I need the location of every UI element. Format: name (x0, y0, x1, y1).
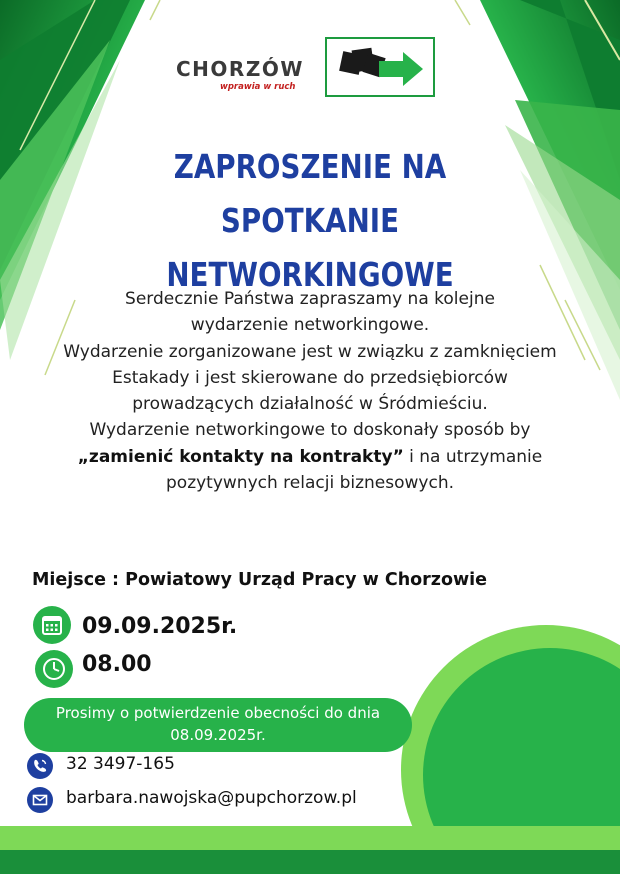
page-title (100, 140, 520, 302)
mail-icon (27, 787, 53, 813)
logo-tagline: wprawia w ruch (220, 82, 296, 92)
logo-name: CHORZÓW (176, 57, 304, 81)
contact-email[interactable]: barbara.nawojska@pupchorzow.pl (66, 788, 357, 808)
phone-icon (27, 753, 53, 779)
body-line: pozytywnych relacji biznesowych. (166, 473, 454, 494)
body-line: prowadzących działalność w Śródmieściu. (132, 394, 488, 415)
arrow-right-icon (327, 39, 433, 95)
event-date: 09.09.2025r. (82, 614, 238, 639)
body-line: Estakady i jest skierowane do przedsiębiorców (112, 367, 508, 388)
slogan: „zamienić kontakty na kontrakty” (77, 446, 404, 467)
body-line: i na utrzymanie (403, 446, 543, 467)
title-line-2: NETWORKINGOWE (166, 255, 454, 294)
body-line: Wydarzenie zorganizowane jest w związku z zamknięciem (63, 341, 557, 362)
contact-phone[interactable]: 32 3497-165 (66, 754, 175, 774)
partner-logo (325, 37, 435, 97)
rsvp-line-2: 08.09.2025r. (170, 726, 266, 744)
calendar-icon (33, 606, 71, 644)
body-line: Serdecznie Państwa zapraszamy na kolejne (125, 289, 495, 309)
rsvp-text (24, 702, 412, 746)
rsvp-line-1: Prosimy o potwierdzenie obecności do dnia (55, 704, 381, 722)
body-line: wydarzenie networkingowe. (190, 315, 430, 336)
clock-icon (35, 650, 73, 688)
chorzow-logo (172, 55, 302, 95)
body-line: Wydarzenie networkingowe to doskonały sposób by (89, 420, 531, 441)
event-place: Miejsce : Powiatowy Urząd Pracy w Chorzowie (32, 570, 488, 590)
invitation-text (40, 286, 580, 496)
title-line-1: ZAPROSZENIE NA SPOTKANIE (173, 147, 447, 240)
event-time: 08.00 (82, 652, 152, 677)
